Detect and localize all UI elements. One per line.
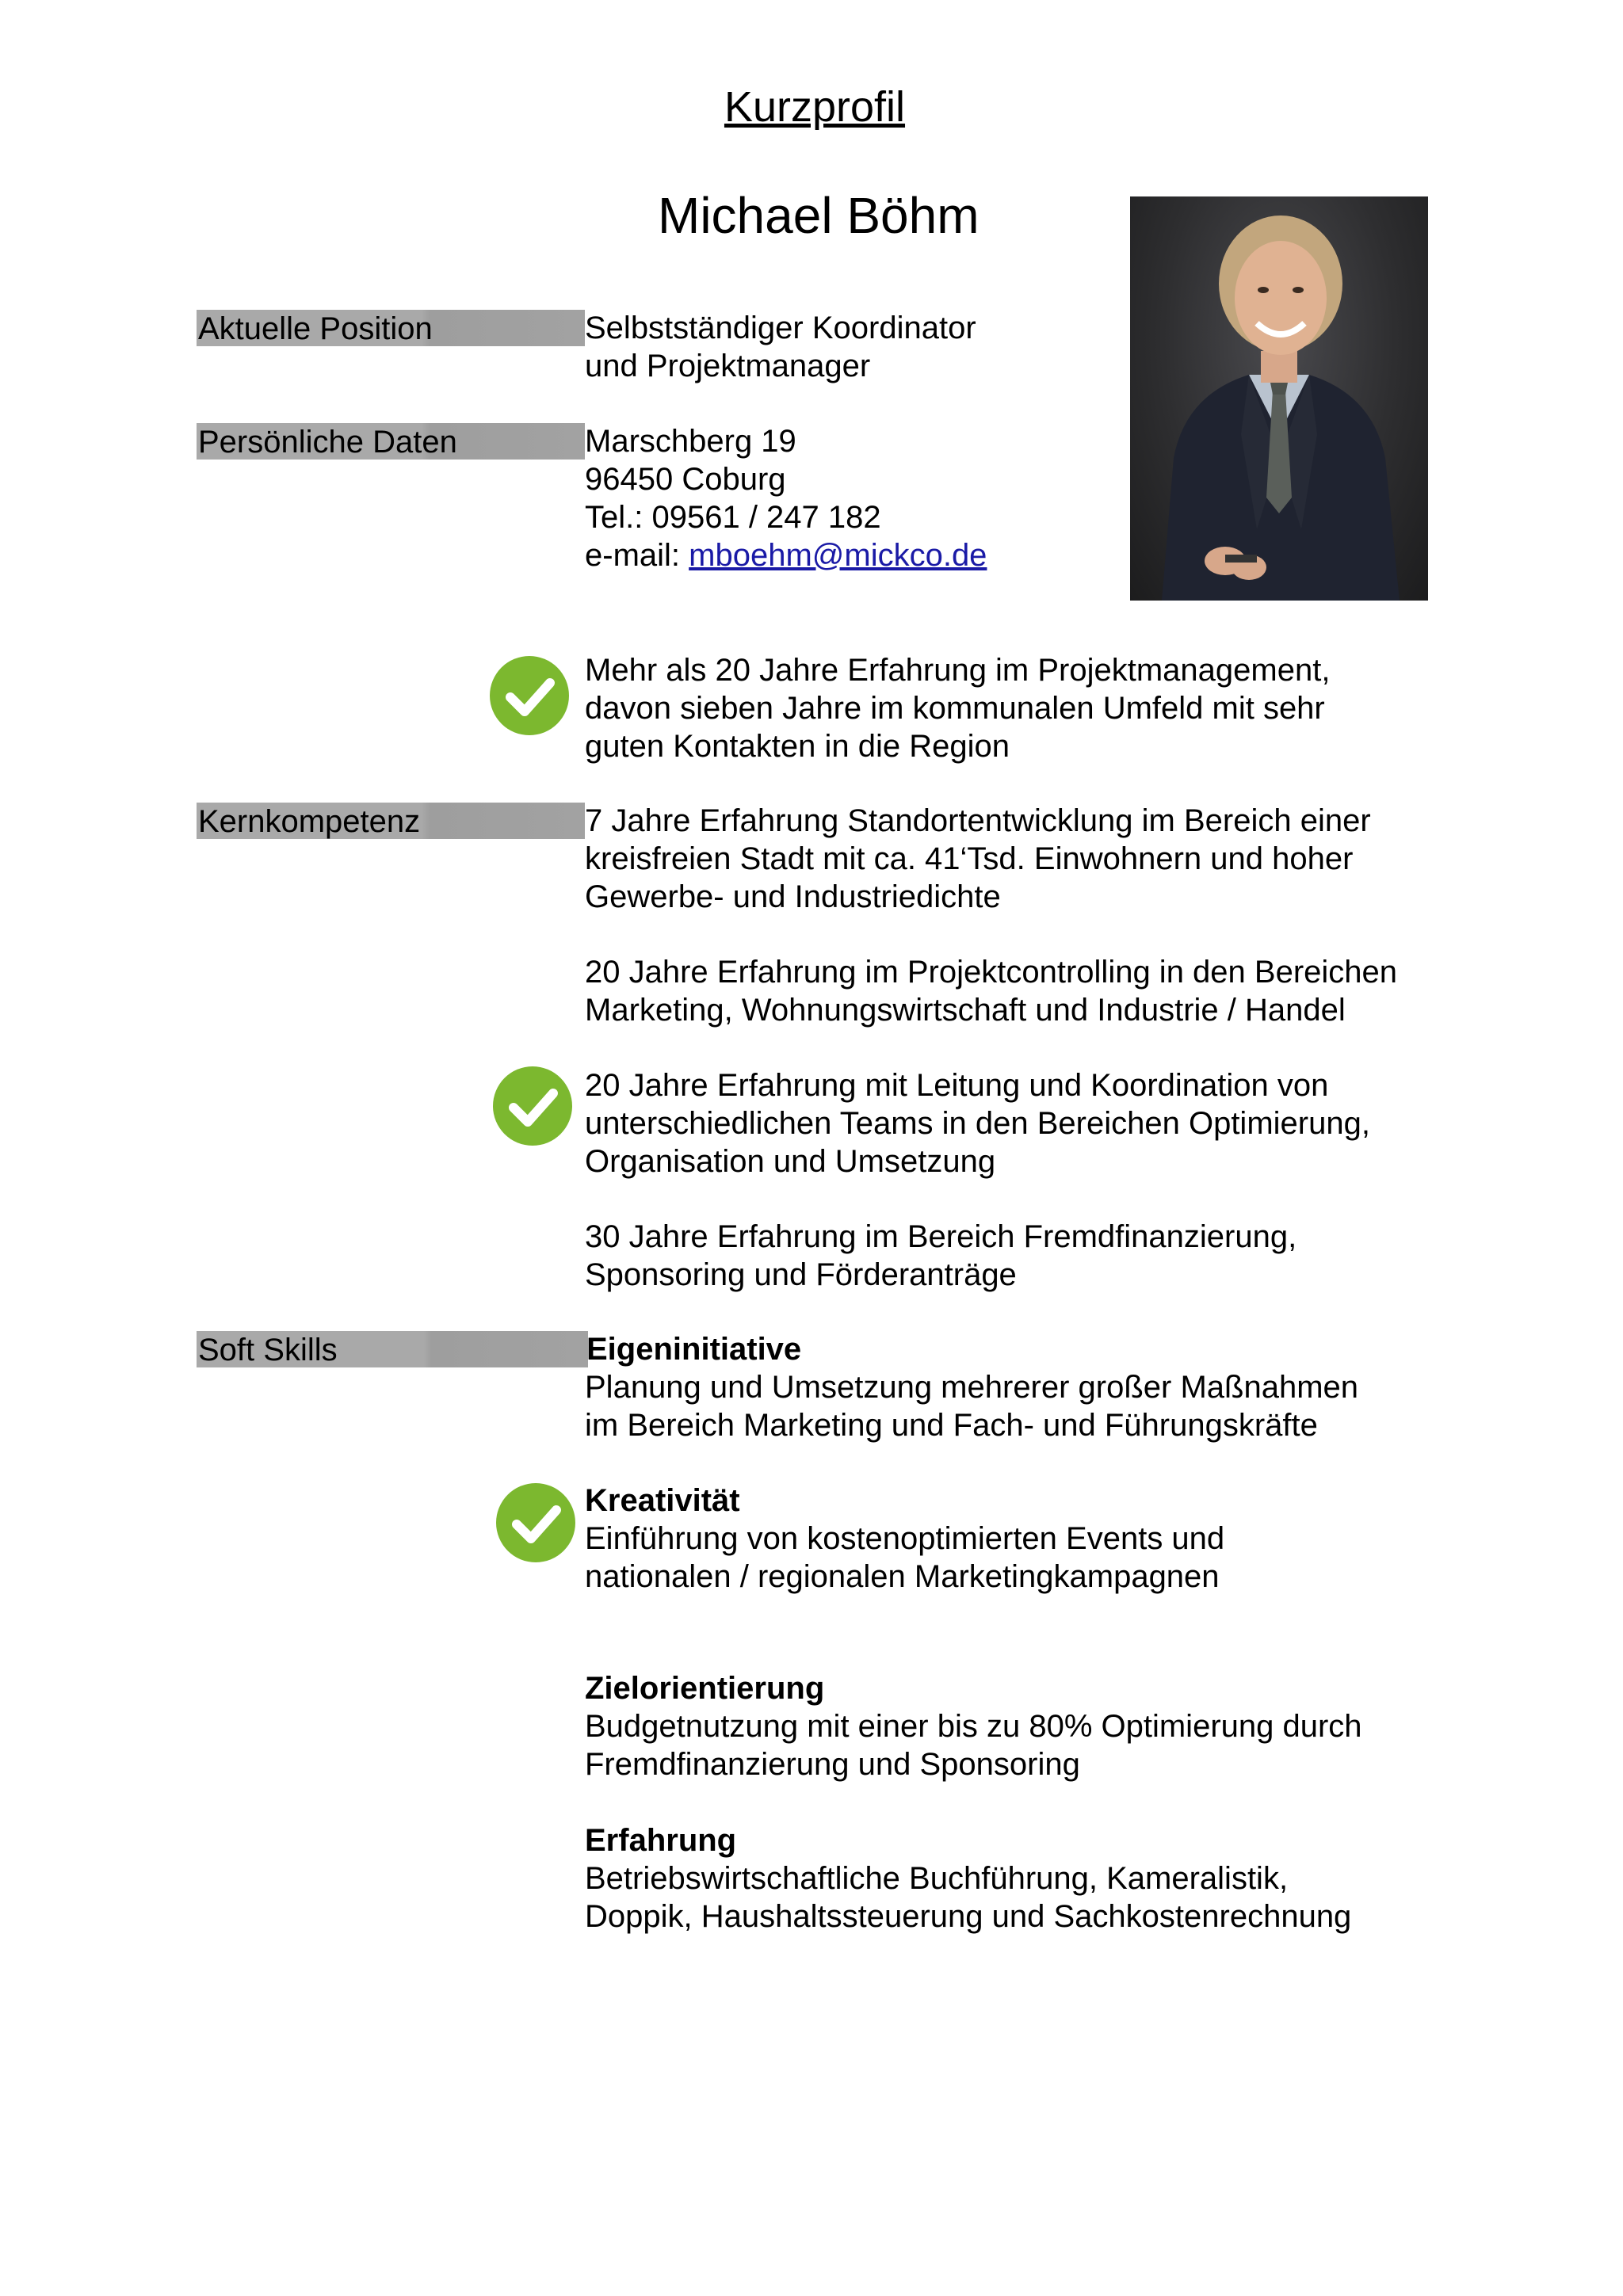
core-item-3 <box>585 1066 1449 1180</box>
person-name: Michael Böhm <box>658 187 980 244</box>
document-title: Kurzprofil <box>724 83 906 131</box>
soft-skill-heading: Zielorientierung <box>585 1671 825 1706</box>
soft-skill-heading: Erfahrung <box>585 1823 737 1858</box>
soft-skill-line: im Bereich Marketing und Fach- und Führungskräfte <box>585 1408 1318 1443</box>
check-circle-icon <box>491 1065 574 1147</box>
email-link[interactable]: mboehm@mickco.de <box>689 538 987 573</box>
core-line: 20 Jahre Erfahrung im Projektcontrolling in den Bereichen <box>585 955 1398 990</box>
soft-skill-3 <box>585 1669 1449 1783</box>
core-item-1 <box>585 802 1449 916</box>
soft-skill-heading: Eigeninitiative <box>586 1332 802 1367</box>
soft-skill-4 <box>585 1821 1449 1936</box>
label-core-competence: Kernkompetenz <box>197 803 585 839</box>
summary-line: guten Kontakten in die Region <box>585 729 1010 764</box>
phone-number: Tel.: 09561 / 247 182 <box>585 500 881 535</box>
current-position-line: und Projektmanager <box>585 349 871 383</box>
soft-skill-line: Betriebswirtschaftliche Buchführung, Kameralistik, <box>585 1861 1289 1896</box>
current-position-text <box>585 309 1449 385</box>
core-line: Organisation und Umsetzung <box>585 1144 996 1179</box>
email-line <box>585 536 1449 574</box>
core-line: Sponsoring und Förderanträge <box>585 1257 1017 1292</box>
address-street: Marschberg 19 <box>585 424 796 459</box>
soft-skill-line: Doppik, Haushaltssteuerung und Sachkostenrechnung <box>585 1899 1352 1934</box>
soft-skill-line: Einführung von kostenoptimierten Events und <box>585 1521 1225 1556</box>
label-current-position: Aktuelle Position <box>197 310 585 346</box>
summary-text <box>585 651 1449 765</box>
soft-skill-line: Fremdfinanzierung und Sponsoring <box>585 1747 1080 1782</box>
summary-line: davon sieben Jahre im kommunalen Umfeld mit sehr <box>585 691 1325 726</box>
soft-skill-1-description <box>585 1368 1449 1444</box>
core-line: 30 Jahre Erfahrung im Bereich Fremdfinanzierung, <box>585 1219 1297 1254</box>
summary-line: Mehr als 20 Jahre Erfahrung im Projektmanagement, <box>585 653 1331 688</box>
label-soft-skills: Soft Skills <box>197 1331 588 1367</box>
soft-skill-line: Budgetnutzung mit einer bis zu 80% Optimierung durch <box>585 1709 1362 1744</box>
personal-data-text <box>585 422 1449 574</box>
check-circle-icon <box>495 1482 577 1564</box>
core-line: 7 Jahre Erfahrung Standortentwicklung im Bereich einer <box>585 803 1371 838</box>
current-position-line: Selbstständiger Koordinator <box>585 311 976 345</box>
soft-skill-2 <box>585 1482 1449 1596</box>
core-line: Gewerbe- und Industriedichte <box>585 879 1001 914</box>
core-line: kreisfreien Stadt mit ca. 41‘Tsd. Einwohnern und hoher <box>585 841 1354 876</box>
core-item-2 <box>585 953 1449 1029</box>
check-circle-icon <box>488 654 571 737</box>
core-line: unterschiedlichen Teams in den Bereichen Optimierung, <box>585 1106 1370 1141</box>
soft-skill-1 <box>586 1330 1450 1368</box>
core-line: 20 Jahre Erfahrung mit Leitung und Koordination von <box>585 1068 1329 1103</box>
core-line: Marketing, Wohnungswirtschaft und Industrie / Handel <box>585 993 1346 1028</box>
core-item-4 <box>585 1218 1449 1294</box>
email-prefix: e-mail: <box>585 538 689 573</box>
address-city: 96450 Coburg <box>585 462 786 497</box>
soft-skill-line: Planung und Umsetzung mehrerer großer Maßnahmen <box>585 1370 1359 1405</box>
soft-skill-heading: Kreativität <box>585 1483 740 1518</box>
label-personal-data: Persönliche Daten <box>197 423 585 460</box>
soft-skill-line: nationalen / regionalen Marketingkampagnen <box>585 1559 1220 1594</box>
